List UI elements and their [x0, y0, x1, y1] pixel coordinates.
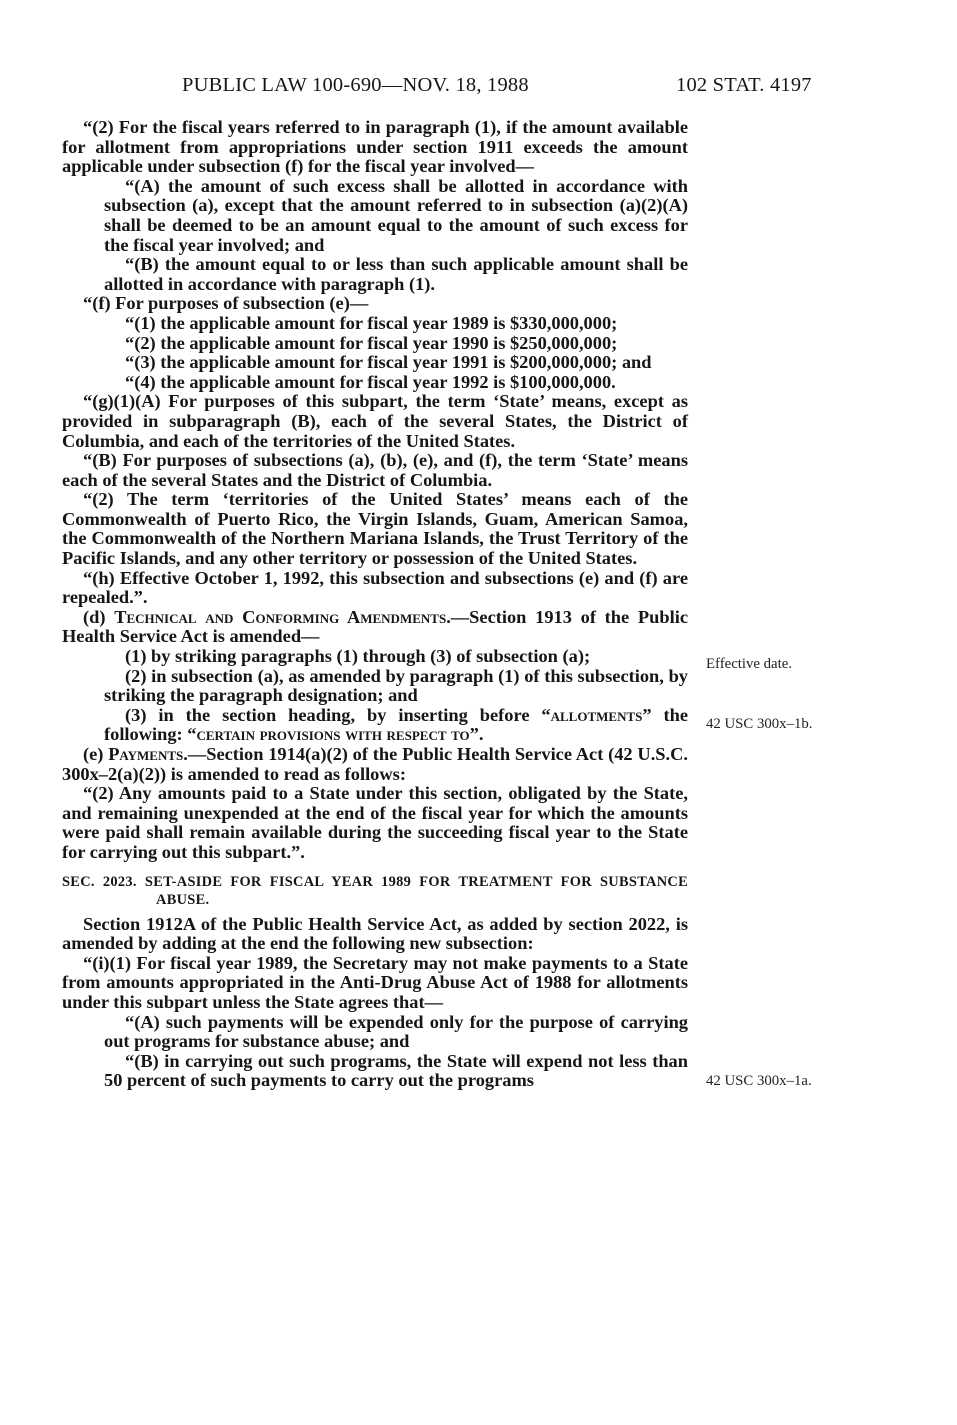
- paragraph-e2: “(2) For the fiscal years referred to in paragraph (1), if the amount available for allotment from appropriations under section 1911 exceeds the amount applicable under subsection (f) for the fiscal year involved—: [62, 117, 688, 177]
- amendment-1: (1) by striking paragraphs (1) through (3) of subsection (a);: [125, 646, 591, 667]
- paragraph-f4: “(4) the applicable amount for fiscal year 1992 is $100,000,000.: [125, 371, 616, 392]
- page-header: [0, 68, 957, 102]
- statute-text: [62, 118, 688, 1091]
- subsection-d: (d) Technical and Conforming Amendments.—Section 1913 of the Public Health Service Act is amended—: [62, 606, 689, 647]
- paragraph-payments-2: “(2) Any amounts paid to a State under this section, obligated by the State, and remaining unexpended at the end of the fiscal year for which the amounts were paid shall remain available during the succeeding fiscal year to the State for carrying out this subpart.”.: [62, 783, 688, 862]
- margin-note-usc-1b: 42 USC 300x–1b.: [706, 716, 813, 732]
- margin-note-effective-date: Effective date.: [706, 656, 792, 672]
- section-heading-2023: SEC. 2023. SET-ASIDE FOR FISCAL YEAR 1989 FOR TREATMENT FOR SUBSTANCE ABUSE.: [62, 873, 688, 908]
- subsection-g1B: “(B) For purposes of subsections (a), (b), (e), and (f), the term ‘State’ means each of the several States and the District of Columbia.: [62, 450, 688, 490]
- subsection-h: “(h) Effective October 1, 1992, this subsection and subsections (e) and (f) are repealed.”.: [62, 567, 688, 608]
- subsection-g2: “(2) The term ‘territories of the United States’ means each of the Commonwealth of Puerto Rico, the Virgin Islands, Guam, American Samoa, the Commonwealth of the Northern Mariana Islands, the Trust Territory of the Pacific Islands, and any other territory or possession of the United States.: [62, 489, 688, 569]
- subsection-e-payments: (e) Payments.—Section 1914(a)(2) of the Public Health Service Act (42 U.S.C. 300x–2(a)(2)) is amended to read as follows:: [62, 744, 688, 784]
- paragraph-e2-B: “(B) the amount equal to or less than such applicable amount shall be allotted in accordance with paragraph (1).: [104, 254, 688, 294]
- subsection-i1-B: “(B) in carrying out such programs, the State will expend not less than 50 percent of such payments to carry out the programs: [104, 1050, 688, 1091]
- paragraph-e2-A: “(A) the amount of such excess shall be allotted in accordance with subsection (a), except that the amount referred to in subsection (a)(2)(A) shall be deemed to be an amount equal to the amount of such excess for the fiscal year involved; and: [104, 175, 688, 255]
- paragraph-f2: “(2) the applicable amount for fiscal year 1990 is $250,000,000;: [125, 332, 618, 353]
- statute-page-number: 102 STAT. 4197: [676, 74, 812, 96]
- amendment-2: (2) in subsection (a), as amended by paragraph (1) of this subsection, by striking the paragraph designation; and: [104, 665, 688, 706]
- subsection-i1-A: “(A) such payments will be expended only for the purpose of carrying out programs for substance abuse; and: [104, 1011, 688, 1052]
- margin-note-usc-1a: 42 USC 300x–1a.: [706, 1073, 812, 1089]
- subsection-i1: “(i)(1) For fiscal year 1989, the Secretary may not make payments to a State from amounts appropriated in the Anti-Drug Abuse Act of 1988 for allotments under this subpart unless the State agrees that—: [62, 952, 688, 1012]
- section-2023-intro: Section 1912A of the Public Health Service Act, as added by section 2022, is amended by adding at the end the following new subsection:: [62, 913, 688, 954]
- subsection-g1A: “(g)(1)(A) For purposes of this subpart, the term ‘State’ means, except as provided in subparagraph (B), each of the several States, the District of Columbia, and each of the territories of the United States.: [62, 391, 688, 451]
- paragraph-f1: “(1) the applicable amount for fiscal year 1989 is $330,000,000;: [125, 312, 618, 333]
- amendment-3: (3) in the section heading, by inserting before “allotments” the following: “certain provisions with respect to”.: [104, 704, 688, 745]
- subsection-f: “(f) For purposes of subsection (e)—: [83, 293, 369, 314]
- paragraph-f3: “(3) the applicable amount for fiscal year 1991 is $200,000,000; and: [125, 352, 652, 373]
- running-head-title: PUBLIC LAW 100-690—NOV. 18, 1988: [182, 74, 529, 96]
